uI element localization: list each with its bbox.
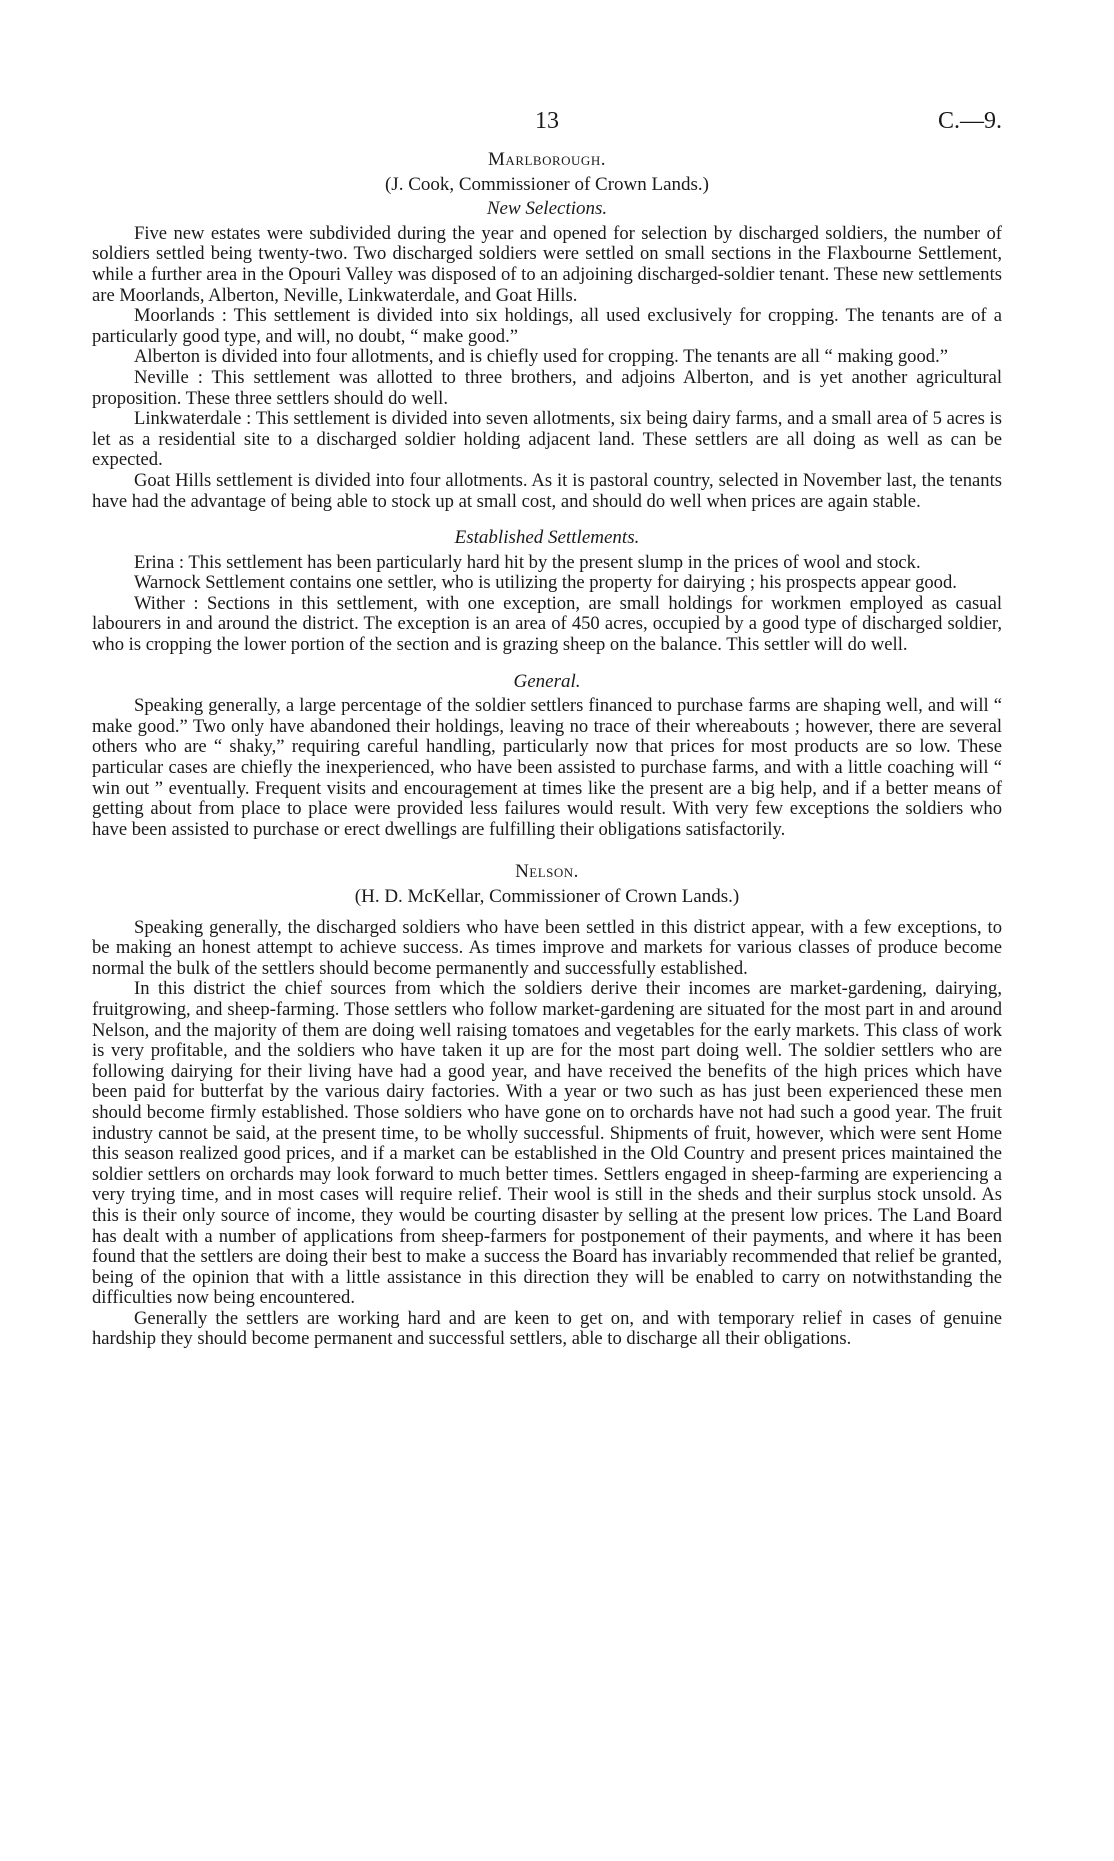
paragraph: Alberton is divided into four allotments, and is chiefly used for cropping. The tenants are all “ making good.”: [134, 346, 948, 368]
subheading-established-settlements: Established Settlements.: [454, 527, 640, 549]
paragraph: In this district the chief sources from which the soldiers derive their incomes are market-gardening, dairying, fruitgrowing, and sheep-farming. Those settlers who follow market-gardening are situated for the most part in and around Nelson, and the majority of them are doing well raising tomatoes and vegetables for the early markets. This class of work is very profitable, and the soldiers who have taken it up are for the most part doing well. The soldier settlers who are following dairying for their living have had a good year, and have received the benefits of the high prices which have been paid for butterfat by the various dairy factories. With a year or two such as has just been experienced these men should become firmly established. Those soldiers who have gone on to orchards have not had such a good year. The fruit industry cannot be said, at the present time, to be wholly successful. Shipments of fruit, however, which were sent Home this season realized good prices, and if a market can be established in the Old Country and present prices maintained the soldier settlers on orchards may look forward to much better times. Settlers engaged in sheep-farming are experiencing a very trying time, and in most cases will require relief. Their wool is still in the sheds and their surplus stock unsold. As this is their only source of income, they would be courting disaster by selling at the present low prices. The Land Board has dealt with a number of applications from sheep-farmers for postponement of their payments, and where it has been found that the settlers are doing their best to make a success the Board has invariably recommended that relief be granted, being of the opinion that with a little assistance in this direction they will be enabled to carry on notwithstanding the difficulties now being encountered.: [92, 978, 1002, 1309]
paragraph: Goat Hills settlement is divided into four allotments. As it is pastoral country, selected in November last, the tenants have had the advantage of being able to stock up at small cost, and should do well when prices are again stable.: [92, 469, 1002, 512]
paragraph: Erina : This settlement has been particularly hard hit by the present slump in the prices of wool and stock.: [134, 551, 921, 573]
page-content: [92, 150, 1002, 1350]
section-title-nelson: Nelson.: [515, 861, 579, 883]
document-reference: C.—9.: [937, 108, 1002, 134]
page-number: 13: [535, 108, 559, 134]
paragraph: Moorlands : This settlement is divided into six holdings, all used exclusively for cropping. The tenants are of a particularly good type, and will, no doubt, “ make good.”: [92, 305, 1002, 347]
paragraph: Five new estates were subdivided during the year and opened for selection by discharged soldiers, the number of soldiers settled being twenty-two. Two discharged soldiers were settled on small sections in the Flaxbourne Settlement, while a further area in the Opouri Valley was disposed of to an adjoining discharged-soldier tenant. These new settlements are Moorlands, Alberton, Neville, Linkwaterdale, and Goat Hills.: [92, 222, 1002, 306]
section-title-marlborough: Marlborough.: [488, 149, 606, 170]
paragraph: Generally the settlers are working hard and are keen to get on, and with temporary relief in cases of genuine hardship they should become permanent and successful settlers, able to discharge all their obligations.: [92, 1307, 1002, 1350]
document-page: [92, 0, 1002, 1350]
paragraph: Wither : Sections in this settlement, with one exception, are small holdings for workmen employed as casual labourers in and around the district. The exception is an area of 450 acres, occupied by a good type of discharged soldier, who is cropping the lower portion of the section and is grazing sheep on the balance. This settler will do well.: [92, 592, 1002, 656]
paragraph: Neville : This settlement was allotted to three brothers, and adjoins Alberton, and is yet another agricultural proposition. These three settlers should do well.: [92, 366, 1002, 409]
byline-marlborough: (J. Cook, Commissioner of Crown Lands.): [384, 173, 710, 195]
subheading-general: General.: [513, 670, 581, 692]
subheading-new-selections: New Selections.: [486, 198, 608, 220]
page-header: [92, 0, 1002, 140]
paragraph: Warnock Settlement contains one settler, who is utilizing the property for dairying ; his prospects appear good.: [134, 572, 957, 594]
paragraph: Linkwaterdale : This settlement is divided into seven allotments, six being dairy farms, and a small area of 5 acres is let as a residential site to a discharged soldier holding adjacent land. These settlers are all doing as well as can be expected.: [92, 408, 1002, 471]
paragraph: Speaking generally, a large percentage of the soldier settlers financed to purchase farms are shaping well, and will “ make good.” Two only have abandoned their holdings, leaving no trace of their whereabouts ; however, there are several others who are “ shaky,” requiring careful handling, particularly now that prices for most products are so low. These particular cases are chiefly the inexperienced, who have been assisted to purchase farms, and with a little coaching will “ win out ” eventually. Frequent visits and encouragement at times like the present are a big help, and if a better means of getting about from place to place were provided less failures would result. With very few exceptions the soldiers who have been assisted to purchase or erect dwellings are fulfilling their obligations satisfactorily.: [92, 695, 1002, 840]
paragraph: Speaking generally, the discharged soldiers who have been settled in this district appear, with a few exceptions, to be making an honest attempt to achieve success. As times improve and markets for various classes of produce become normal the bulk of the settlers should become permanently and successfully established.: [92, 916, 1002, 979]
byline-nelson: (H. D. McKellar, Commissioner of Crown Lands.): [354, 886, 740, 907]
